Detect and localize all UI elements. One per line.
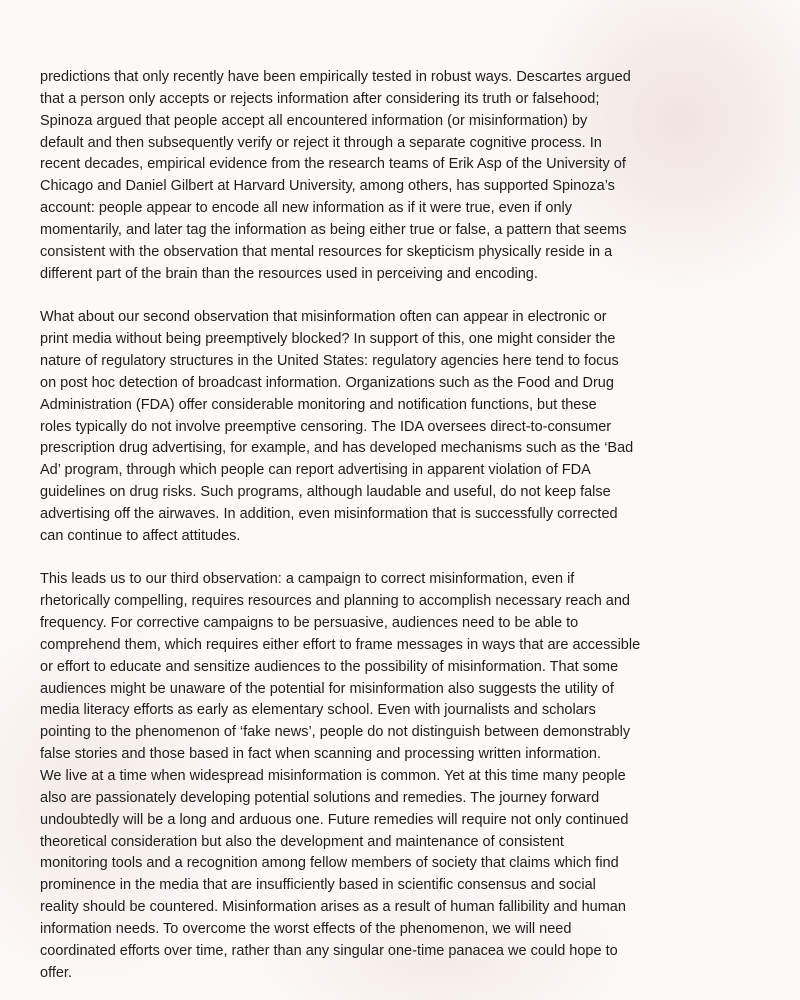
text-line: account: people appear to encode all new information as if it were true, even if only <box>40 200 572 217</box>
text-line: nature of regulatory structures in the United States: regulatory agencies here tend to focus <box>40 352 619 369</box>
text-line: advertising off the airwaves. In addition, even misinformation that is successfully corrected <box>40 505 618 522</box>
text-line: comprehend them, which requires either effort to frame messages in ways that are accessible <box>40 636 641 653</box>
text-line: prominence in the media that are insufficiently based in scientific consensus and social <box>40 877 596 894</box>
text-line: offer. <box>40 964 72 981</box>
text-line: on post hoc detection of broadcast information. Organizations such as the Food and Drug <box>40 374 614 391</box>
text-line: that a person only accepts or rejects information after considering its truth or falsehood; <box>40 90 600 107</box>
text-line: undoubtedly will be a long and arduous one. Future remedies will require not only continued <box>40 811 629 828</box>
paragraph <box>40 307 760 547</box>
text-line: frequency. For corrective campaigns to be persuasive, audiences need to be able to <box>40 615 579 632</box>
text-line: theoretical consideration but also the development and maintenance of consistent <box>40 833 564 850</box>
text-line: prescription drug advertising, for example, and has developed mechanisms such as the ‘Bad <box>40 440 634 457</box>
text-line: monitoring tools and a recognition among fellow members of society that claims which find <box>40 855 619 872</box>
text-line: can continue to affect attitudes. <box>40 527 241 544</box>
text-line: momentarily, and later tag the information as being either true or false, a pattern that seems <box>40 221 627 238</box>
document-body <box>40 67 760 984</box>
paragraph <box>40 67 760 285</box>
text-line: or effort to educate and sensitize audiences to the possibility of misinformation. That some <box>40 658 619 675</box>
text-line: different part of the brain than the resources used in perceiving and encoding. <box>40 265 538 282</box>
text-line: also are passionately developing potential solutions and remedies. The journey forward <box>40 789 600 806</box>
text-line: roles typically do not involve preemptive censoring. The IDA oversees direct-to-consumer <box>40 418 612 435</box>
text-line: guidelines on drug risks. Such programs, although laudable and useful, do not keep false <box>40 484 611 501</box>
text-line: What about our second observation that misinformation often can appear in electronic or <box>40 309 607 326</box>
text-line: information needs. To overcome the worst effects of the phenomenon, we will need <box>40 920 572 937</box>
text-line: predictions that only recently have been empirically tested in robust ways. Descartes argued <box>40 69 631 85</box>
paragraph-gap <box>40 548 760 570</box>
text-line: Administration (FDA) offer considerable monitoring and notification functions, but these <box>40 396 597 413</box>
text-line: Ad’ program, through which people can report advertising in apparent violation of FDA <box>40 462 591 479</box>
text-line: Spinoza argued that people accept all encountered information (or misinformation) by <box>40 112 588 129</box>
text-line: false stories and those based in fact when scanning and processing written information. <box>40 746 601 763</box>
text-line: default and then subsequently verify or reject it through a separate cognitive process. In <box>40 134 602 151</box>
text-line: Chicago and Daniel Gilbert at Harvard University, among others, has supported Spinoza’s <box>40 178 615 195</box>
text-line: recent decades, empirical evidence from the research teams of Erik Asp of the University of <box>40 156 626 173</box>
text-line: rhetorically compelling, requires resources and planning to accomplish necessary reach and <box>40 593 630 610</box>
text-line: media literacy efforts as early as elementary school. Even with journalists and scholars <box>40 702 596 719</box>
text-line: audiences might be unaware of the potential for misinformation also suggests the utility of <box>40 680 614 697</box>
text-line: pointing to the phenomenon of ‘fake news’, people do not distinguish between demonstrably <box>40 724 631 741</box>
text-line: This leads us to our third observation: a campaign to correct misinformation, even if <box>40 571 575 588</box>
text-line: print media without being preemptively blocked? In support of this, one might consider the <box>40 331 616 348</box>
paragraph-gap <box>40 285 760 307</box>
text-line: We live at a time when widespread misinformation is common. Yet at this time many people <box>40 768 626 784</box>
text-line: consistent with the observation that mental resources for skepticism physically reside in a <box>40 243 613 260</box>
paragraph <box>40 569 760 984</box>
text-line: reality should be countered. Misinformation arises as a result of human fallibility and human <box>40 899 626 916</box>
text-line: coordinated efforts over time, rather than any singular one-time panacea we could hope to <box>40 942 618 959</box>
